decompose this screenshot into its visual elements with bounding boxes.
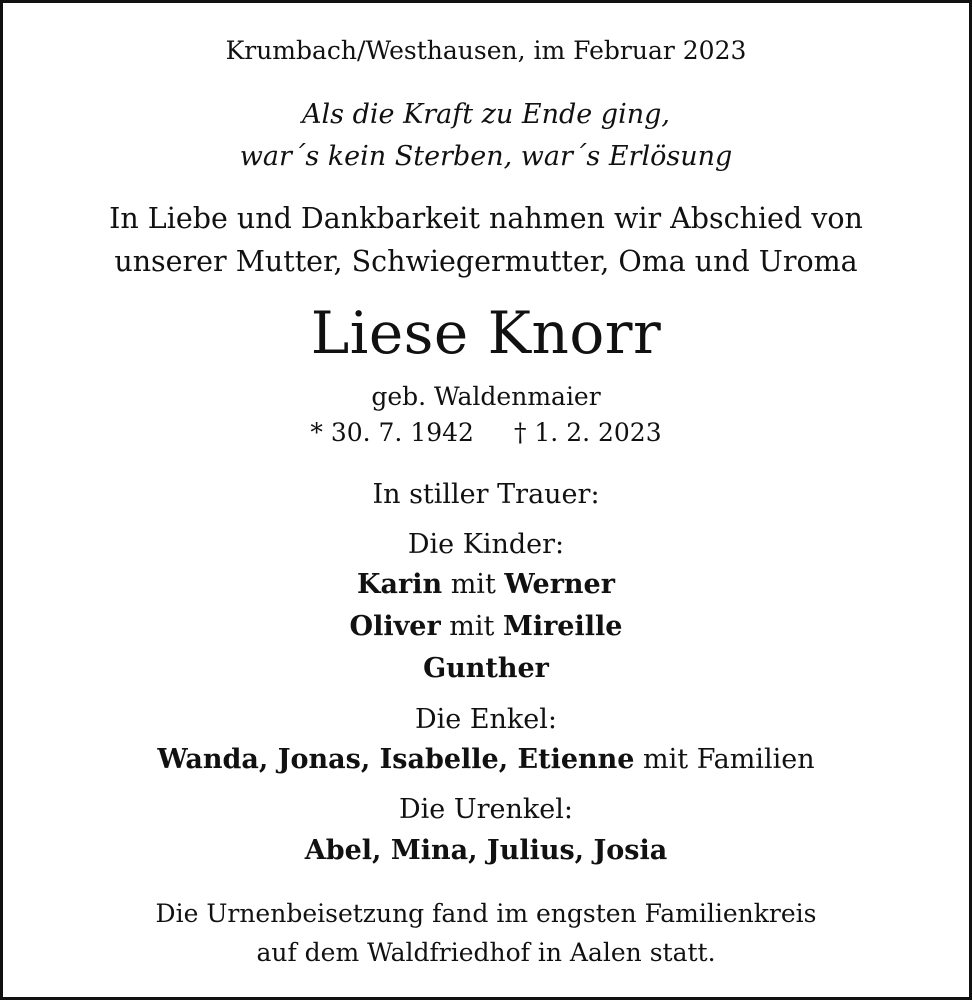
intro-line-2: unserer Mutter, Schwiegermutter, Oma und Uroma bbox=[114, 245, 858, 278]
quote-line-2: war´s kein Sterben, war´s Erlösung bbox=[239, 141, 733, 172]
separator: , bbox=[574, 835, 594, 866]
grandchildren-line bbox=[0, 746, 972, 773]
grandchild-name: Wanda bbox=[157, 744, 259, 775]
children-label: Die Kinder: bbox=[407, 529, 565, 560]
death-date: † 1. 2. 2023 bbox=[513, 418, 662, 447]
grandchildren-label: Die Enkel: bbox=[414, 704, 557, 735]
great-grandchild-name: Mina bbox=[390, 835, 469, 866]
quote-line-1: Als die Kraft zu Ende ging, bbox=[302, 99, 670, 130]
child-line-3 bbox=[0, 655, 972, 682]
child-name: Gunther bbox=[423, 653, 549, 684]
grandchild-name: Jonas bbox=[277, 744, 361, 775]
partner-name: Werner bbox=[504, 569, 615, 600]
birth-date: * 30. 7. 1942 bbox=[310, 418, 474, 447]
separator: , bbox=[498, 744, 518, 775]
child-line-2 bbox=[0, 613, 972, 640]
great-grandchild-name: Abel bbox=[304, 835, 373, 866]
deceased-name: Liese Knorr bbox=[310, 299, 662, 367]
great-grandchild-name: Julius bbox=[486, 835, 575, 866]
footer-line-2: auf dem Waldfriedhof in Aalen statt. bbox=[256, 938, 716, 967]
child-name: Karin bbox=[357, 569, 443, 600]
grandchildren-suffix: mit Familien bbox=[634, 744, 815, 775]
partner-name: Mireille bbox=[502, 611, 623, 642]
great-grandchild-name: Josia bbox=[593, 835, 668, 866]
great-grandchildren-label: Die Urenkel: bbox=[399, 794, 573, 825]
child-line-1 bbox=[0, 571, 972, 598]
intro-line-1: In Liebe und Dankbarkeit nahmen wir Abschied von bbox=[109, 202, 863, 235]
grandchild-name: Isabelle bbox=[379, 744, 499, 775]
separator: , bbox=[360, 744, 380, 775]
connector: mit bbox=[442, 569, 505, 600]
grandchild-name: Etienne bbox=[517, 744, 635, 775]
connector: mit bbox=[440, 611, 503, 642]
separator: , bbox=[468, 835, 487, 866]
separator: , bbox=[372, 835, 391, 866]
footer-line-1: Die Urnenbeisetzung fand im engsten Familienkreis bbox=[155, 899, 817, 928]
child-name: Oliver bbox=[349, 611, 441, 642]
place-date-line: Krumbach/Westhausen, im Februar 2023 bbox=[225, 36, 747, 65]
maiden-name: geb. Waldenmaier bbox=[371, 382, 601, 411]
great-grandchildren-line bbox=[0, 837, 972, 864]
mourners-heading: In stiller Trauer: bbox=[372, 479, 600, 510]
life-dates bbox=[0, 420, 972, 445]
separator: , bbox=[258, 744, 278, 775]
